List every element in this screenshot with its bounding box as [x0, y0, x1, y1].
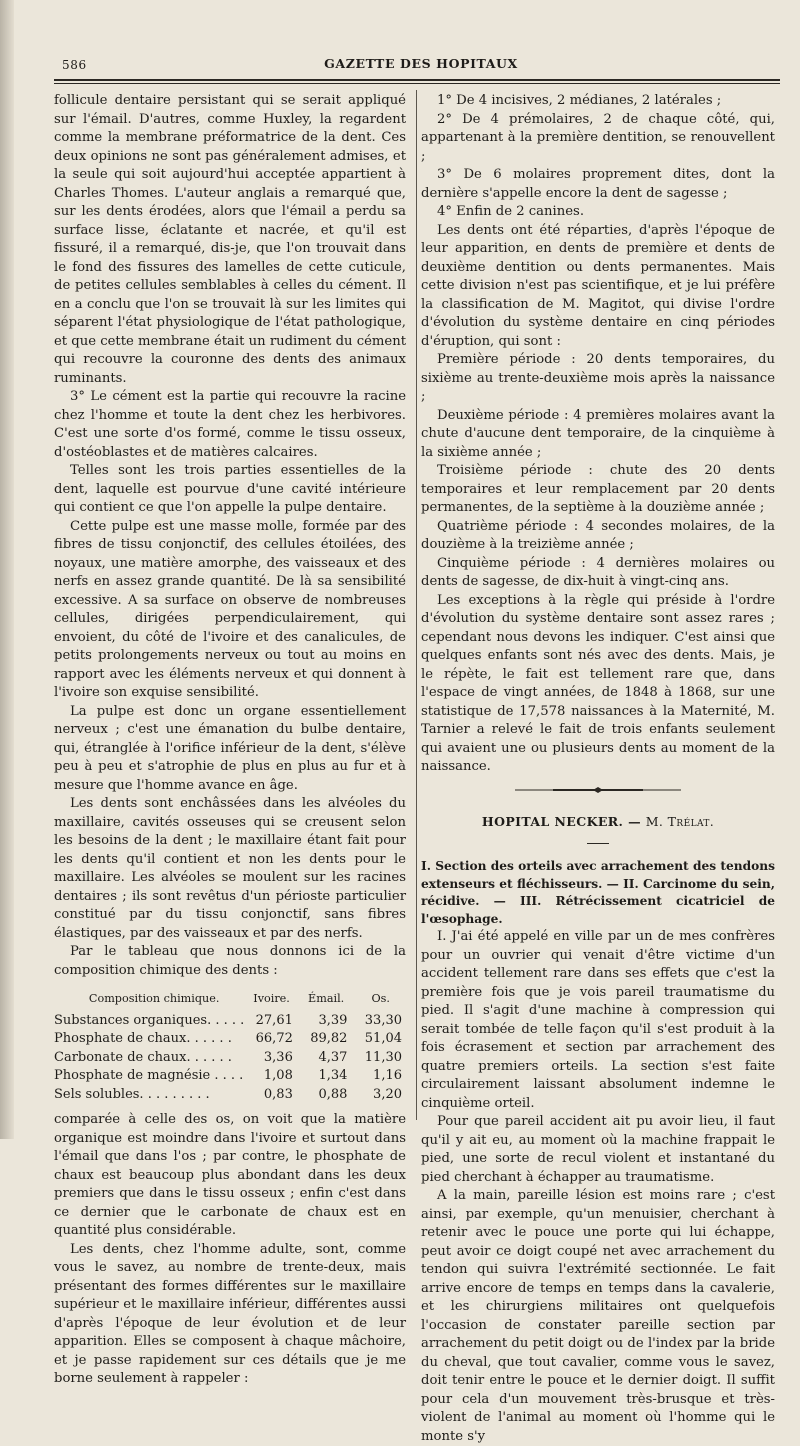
table-row	[54, 1012, 408, 1031]
paragraph: Les dents sont enchâssées dans les alvéoles du maxillaire, cavités osseuses qui se creusent selon les besoins de la dent ; le maxillaire étant fait pour les dents qu'il contient et non les dents pour le maxillaire. Les alvéoles se moulent sur les racines dentaires ; ils sont revêtus d'un périoste particulier constitué par du tissu conjonctif, sans fibres élastiques, par des vaisseaux et par des nerfs.	[54, 796, 406, 941]
paragraph: Les dents ont été réparties, d'après l'époque de leur apparition, en dents de première et dents de deuxième dentition ou dents permanentes. Mais cette division n'est pas scientifique, et je lui préfère la classification de M. Magitot, qui divise l'ordre d'évolution du système dentaire en cinq périodes d'éruption, qui sont :	[421, 222, 775, 349]
section-summary: I. Section des orteils avec arrachement des tendons extenseurs et fléchisseurs. — II. Carcinome du sein, récidive. — III. Rétrécissement cicatriciel de l'œsophage.	[421, 859, 775, 926]
header-rule-thick	[54, 79, 780, 81]
table-cell-email: 89,82	[310, 1031, 348, 1046]
table-cell-os: 33,30	[364, 1012, 402, 1028]
page-binding-edge	[0, 0, 14, 1139]
paragraph: Telles sont les trois parties essentielles de la dent, laquelle est pourvue d'une cavité intérieure qui contient ce que l'on appelle la pulpe dentaire.	[54, 463, 406, 515]
page-number: 586	[62, 58, 87, 72]
table-cell-email: 0,88	[318, 1086, 348, 1102]
table-cell-os: 11,30	[364, 1049, 402, 1065]
right-column	[421, 92, 775, 1446]
table-cell-email: 4,37	[318, 1049, 348, 1065]
composition-table	[54, 980, 408, 1104]
paragraph: Quatrième période : 4 secondes molaires, de la douzième à la treizième année ;	[421, 518, 775, 552]
table-header-cell: Ivoire.	[253, 992, 290, 1005]
ornament-divider	[513, 785, 683, 795]
paragraph: I. J'ai été appelé en ville par un de mes confrères pour un ouvrier qui venait d'être victime d'un accident tellement rare dans ses effets que c'est la première fois que je vois pareil traumatisme du pied. Il s'agit d'une machine à compression qui serait tombée de telle façon qu'il s'est produit à la fois écrasement et section par arrachement des quatre premiers orteils. La section s'est faite circulairement laissant absolument indemne le cinquième orteil.	[421, 929, 775, 1111]
table-row	[54, 1067, 408, 1086]
paragraph: 4° Enfin de 2 canines.	[437, 204, 585, 219]
table-cell-label: Carbonate de chaux. . . . . .	[54, 1049, 232, 1065]
column-divider	[416, 90, 417, 1120]
table-cell-ivoire: 0,83	[263, 1086, 293, 1102]
paragraph: Les exceptions à la règle qui préside à l'ordre d'évolution du système dentaire sont assez rares ; cependant nous devons les indiquer. C'est ainsi que quelques enfants sont nés avec des dents. Mais, je le répète, le fait est tellement rare que, dans l'espace de vingt années, de 1848 à 1868, sur une statistique de 17,578 naissances à la Maternité, M. Tarnier a relevé le fait de trois enfants seulement qui avaient une ou plusieurs dents au moment de la naissance.	[421, 592, 775, 774]
hospital-name: HOPITAL NECKER.	[481, 813, 624, 829]
paragraph: 3° Le cément est la partie qui recouvre la racine chez l'homme et toute la dent chez les herbivores. C'est une sorte d'os formé, comme le tissu osseux, d'ostéoblastes et de matières calcaires.	[54, 389, 406, 460]
table-cell-ivoire: 1,08	[263, 1068, 293, 1083]
paragraph: Première période : 20 dents temporaires, du sixième au trente-deuxième mois après la naissance ;	[421, 352, 775, 404]
table-cell-label: Sels solubles. . . . . . . . .	[54, 1086, 210, 1102]
paragraph: comparée à celle des os, on voit que la matière organique est moindre dans l'ivoire et surtout dans l'émail que dans l'os ; par contre, le phosphate de chaux est beaucoup plus abondant dans les deux premiers que dans le tissu osseux ; enfin c'est dans ce dernier que le carbonate de chaux est en quantité plus considérable.	[54, 1112, 406, 1238]
paragraph: Deuxième période : 4 premières molaires avant la chute d'aucune dent temporaire, de la cinquième à la sixième année ;	[421, 407, 775, 460]
paragraph: Les dents, chez l'homme adulte, sont, comme vous le savez, au nombre de trente-deux, mais présentant des formes différentes sur le maxillaire supérieur et le maxillaire inférieur, différentes aussi d'après l'époque de leur évolution et de leur apparition. Elles se composent à chaque mâchoire, et je passe rapidement sur ces détails que je me borne seulement à rappeler :	[54, 1241, 406, 1386]
table-cell-ivoire: 3,36	[263, 1049, 293, 1065]
table-cell-os: 3,20	[373, 1086, 402, 1102]
section-heading	[421, 813, 775, 832]
running-header	[62, 56, 780, 74]
table-cell-label: Substances organiques. . . . .	[54, 1012, 245, 1028]
table-row	[54, 1086, 408, 1105]
paragraph: follicule dentaire persistant qui se serait appliqué sur l'émail. D'autres, comme Huxley, la regardent comme la membrane préformatrice de la dent. Ces deux opinions ne sont pas généralement admises, et la seule qui soit aujourd'hui acceptée appartient à Charles Thomes. L'auteur anglais a remarqué que, sur les dents érodées, alors que l'émail a perdu sa surface lisse, éclatante et nacrée, et qu'il est fissuré, il a remarqué, dis-je, que l'on trouvait dans le fond des fissures des lamelles de cette cuticule, de petites cellules semblables à celles du cément. Il en a conclu que l'on se trouvait là sur les limites qui séparent l'état physiologique de l'état pathologique, et que cette membrane était un rudiment du cément qui recouvre la couronne des dents des animaux ruminants.	[54, 93, 406, 386]
paragraph: La pulpe est donc un organe essentiellement nerveux ; c'est une émanation du bulbe dentaire, qui, étranglée à l'orifice inférieur de la dent, s'élève peu à peu et s'atrophie de plus en plus au fur et à mesure que l'homme avance en âge.	[54, 703, 406, 793]
left-column	[54, 92, 406, 1389]
paragraph: Par le tableau que nous donnons ici de la composition chimique des dents :	[54, 944, 406, 978]
paragraph: A la main, pareille lésion est moins rare ; c'est ainsi, par exemple, qu'un menuisier, cherchant à retenir avec le pouce une porte qui lui échappe, peut avoir ce doigt coupé net avec arrachement du tendon qui suivra l'extrémité sectionnée. Le fait arrive encore de temps en temps dans la cavalerie, et les chirurgiens militaires ont quelquefois l'occasion de constater pareille section par arrachement du petit doigt ou de l'index par la bride du cheval, que tout cavalier, comme vous le savez, doit tenir entre le pouce et le dernier doigt. Il suffit pour cela d'un mouvement très-brusque et très-violent de l'animal au moment où l'homme qui le monte s'y	[421, 1188, 775, 1444]
table-cell-label: Phosphate de chaux. . . . . .	[54, 1031, 232, 1046]
table-row	[54, 1049, 408, 1068]
table-row	[54, 1030, 408, 1049]
heading-dash: —	[628, 813, 641, 829]
table-header-cell: Émail.	[308, 992, 345, 1005]
table-cell-ivoire: 27,61	[255, 1012, 293, 1028]
table-header-cell: Os.	[371, 992, 390, 1005]
paragraph: 3° De 6 molaires proprement dites, dont la dernière s'appelle encore la dent de sagesse ;	[421, 167, 775, 201]
paragraph: Cette pulpe est une masse molle, formée par des fibres de tissu conjonctif, des cellules étoilées, des noyaux, une matière amorphe, des vaisseaux et des nerfs en assez grande quantité. De là sa sensibilité excessive. A sa surface on observe de nombreuses cellules, dirigées perpendiculairement, qui envoient, du côté de l'ivoire et des canalicules, de petits prolongements nerveux ou tout au moins en rapport avec les éléments nerveux et qui donnent à l'ivoire son exquise sensibilité.	[54, 518, 406, 700]
table-cell-os: 1,16	[373, 1068, 402, 1083]
paragraph: 2° De 4 prémolaires, 2 de chaque côté, qui, appartenant à la première dentition, se renouvellent ;	[421, 111, 775, 164]
paragraph: Pour que pareil accident ait pu avoir lieu, il faut qu'il y ait eu, au moment où la machine frappait le pied, une sorte de recul violent et instantané du pied cherchant à échapper au traumatisme.	[421, 1114, 775, 1185]
table-header-cell: Composition chimique.	[88, 992, 220, 1005]
lecturer-name: M. Trélat.	[645, 813, 715, 829]
paragraph: Troisième période : chute des 20 dents temporaires et leur remplacement par 20 dents permanentes, de la septième à la douzième année ;	[421, 463, 775, 515]
table-header-row	[54, 980, 408, 1012]
header-rule-thin	[54, 83, 780, 84]
short-rule	[587, 843, 609, 844]
table-cell-ivoire: 66,72	[255, 1031, 293, 1046]
table-cell-os: 51,04	[364, 1031, 402, 1046]
table-cell-email: 3,39	[318, 1012, 348, 1028]
table-cell-email: 1,34	[318, 1068, 348, 1083]
table-cell-label: Phosphate de magnésie . . . .	[54, 1068, 244, 1083]
paragraph: 1° De 4 incisives, 2 médianes, 2 latérales ;	[437, 93, 722, 108]
journal-title: GAZETTE DES HOPITAUX	[324, 56, 518, 71]
paragraph: Cinquième période : 4 dernières molaires ou dents de sagesse, de dix-huit à vingt-cinq ans.	[421, 555, 775, 589]
